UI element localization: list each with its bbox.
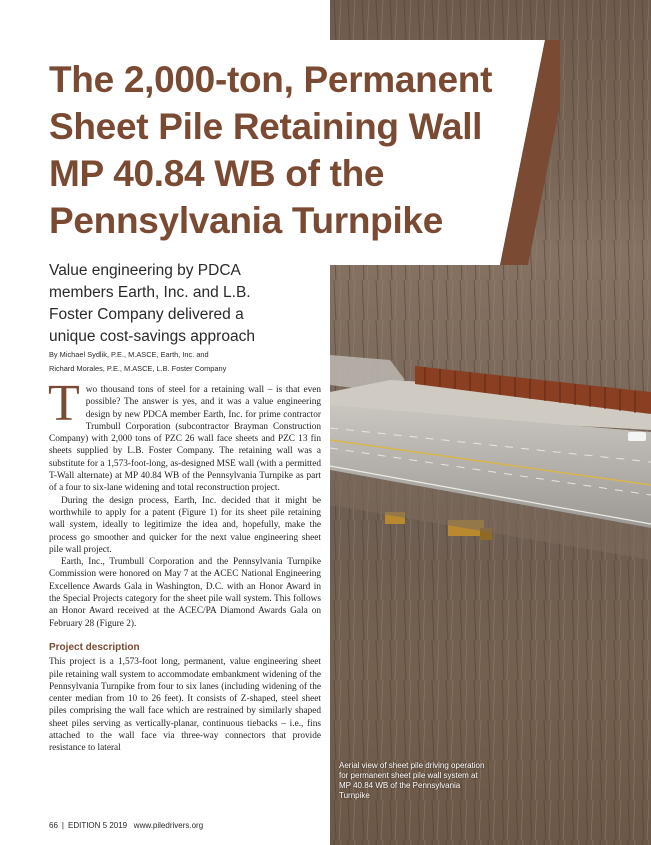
- byline-line-2: Richard Morales, P.E., M.ASCE, L.B. Foster Company: [49, 364, 227, 373]
- article-body: [48, 375, 321, 755]
- body-paragraph-2: During the design process, Earth, Inc. decided that it might be worthwhile to apply for a patent (Figure 1) for its sheet pile retaining wall system, ideally to legitimize the idea and, hopefully, make the process go smoother and quicker for the next value engineering sheet pile wall project.: [49, 495, 321, 555]
- body-paragraph-4: This project is a 1,573-foot long, permanent, value engineering sheet pile retaining wall system to accommodate embankment widening of the Pennsylvania Turnpike from four to six lanes (including widening of the center median from 10 to 26 feet). It consists of Z-shaped, steel sheet piles comprising the wall face which are restrained by similarly shaped sheet piles serving as vertically-planar, continuous tiebacks – i.e., fins attached to the wall face via three-way connectors that provide resistance to lateral: [49, 657, 321, 754]
- title-line-1: The 2,000-ton, Permanent: [49, 59, 493, 100]
- byline-line-1: By Michael Sydlik, P.E., M.ASCE, Earth, Inc. and: [49, 350, 209, 359]
- subtitle-line-4: unique cost-savings approach: [49, 328, 255, 345]
- photo-caption: Aerial view of sheet pile driving operation for permanent sheet pile wall system at MP 40.84 WB of the Pennsylvania Turnpike: [339, 761, 485, 800]
- title-line-2: Sheet Pile Retaining Wall: [49, 106, 483, 147]
- footer-separator: |: [61, 821, 64, 830]
- article-subtitle: [49, 260, 319, 348]
- title-line-4: Pennsylvania Turnpike: [49, 200, 443, 241]
- byline: [49, 348, 319, 376]
- subtitle-line-1: Value engineering by PDCA: [49, 262, 241, 279]
- article-title: [49, 56, 539, 244]
- section-heading: Project description: [49, 641, 140, 653]
- website-link[interactable]: www.piledrivers.org: [133, 821, 204, 830]
- title-line-3: MP 40.84 WB of the: [49, 153, 385, 194]
- page-footer: [49, 821, 203, 830]
- page-number: 66: [49, 821, 58, 830]
- drop-cap: T: [48, 375, 80, 432]
- edition-label: EDITION 5 2019: [67, 821, 128, 830]
- body-paragraph-1-text: wo thousand tons of steel for a retaining wall – is that even possible? The answer is yes, and it was a value engineering design by new PDCA member Earth, Inc. for prime contractor Trumbull Corporation (subcontractor Brayman Construction Company) with 2,000 tons of PZC 26 wall face sheets and PZC 13 fin sheets supplied by L.B. Foster Company. The retaining wall was a substitute for a 1,573-foot-long, as-designed MSE wall (with a permitted T-Wall alternate) at MP 40.84 WB of the Pennsylvania Turnpike as part of a four to six-lane widening and total reconstruction project.: [49, 385, 321, 494]
- subtitle-line-2: members Earth, Inc. and L.B.: [49, 284, 251, 301]
- body-paragraph-1: [48, 375, 321, 495]
- body-paragraph-3: Earth, Inc., Trumbull Corporation and the Pennsylvania Turnpike Commission were honored on May 7 at the ACEC National Engineering Excellence Awards Gala in Washington, D.C. with an Honor Award in the Special Projects category for the sheet pile wall system. This follows an Honor Award received at the ACEC/PA Diamond Awards Gala on February 28 (Figure 2).: [49, 557, 321, 629]
- subtitle-line-3: Foster Company delivered a: [49, 306, 244, 323]
